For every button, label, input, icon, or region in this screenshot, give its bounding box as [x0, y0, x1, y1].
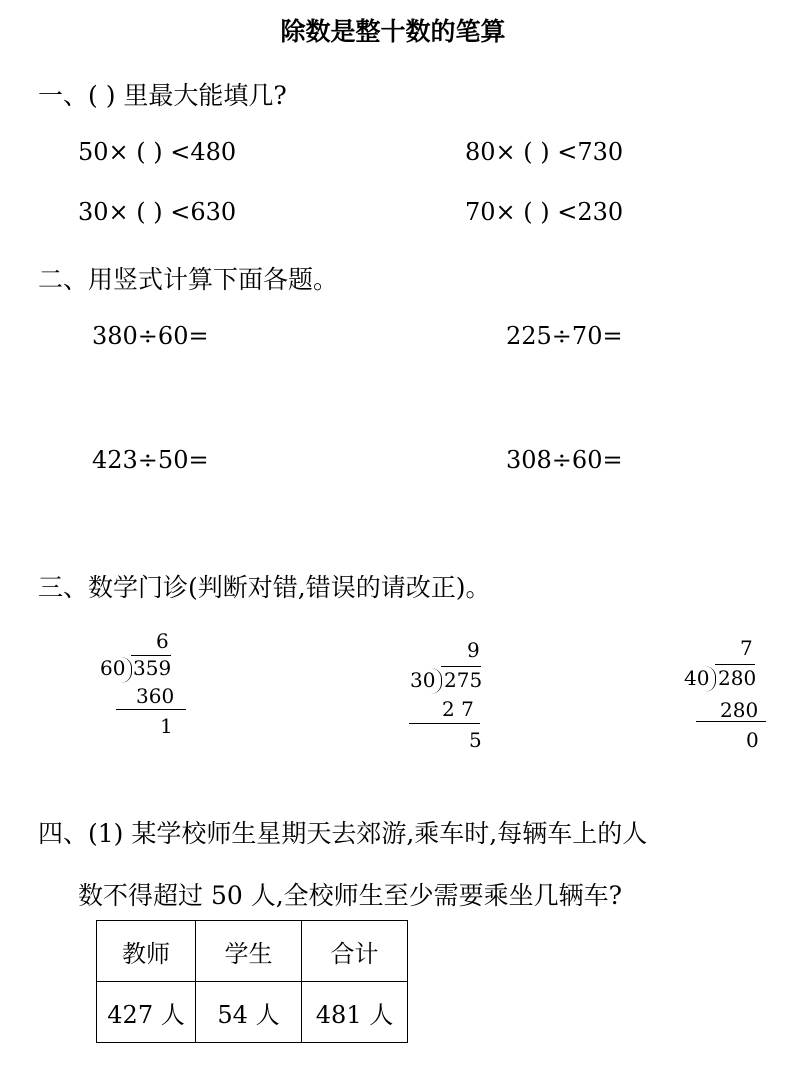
- section-1-heading: 一、( ) 里最大能填几?: [38, 81, 287, 110]
- subtraction-line: [116, 709, 186, 710]
- product: 360: [136, 684, 175, 708]
- quotient: 6: [156, 629, 169, 653]
- fill-item-4: 70× ( ) <230: [465, 198, 624, 226]
- remainder: 5: [469, 728, 482, 752]
- remainder: 1: [160, 714, 173, 738]
- calc-item-3: 423÷50=: [92, 446, 209, 474]
- dividend: 280: [718, 666, 757, 690]
- division-bracket: [121, 657, 132, 683]
- calc-item-1: 380÷60=: [92, 322, 209, 350]
- page-title: 除数是整十数的笔算: [280, 17, 506, 46]
- table-cell-teachers: 427 人: [97, 982, 196, 1043]
- subtraction-line: [696, 721, 766, 722]
- quotient: 9: [467, 638, 480, 662]
- division-bracket: [705, 666, 716, 692]
- divisor: 40: [684, 666, 710, 690]
- fill-item-1: 50× ( ) <480: [78, 138, 237, 166]
- fill-item-3: 30× ( ) <630: [78, 198, 237, 226]
- calc-item-2: 225÷70=: [506, 322, 623, 350]
- table-header-teachers: 教师: [97, 921, 196, 982]
- division-bracket: [431, 668, 442, 694]
- product: 280: [720, 698, 759, 722]
- divisor: 30: [410, 668, 436, 692]
- division-bar: [441, 666, 481, 667]
- product: 2 7: [442, 697, 474, 721]
- section-3-heading: 三、数学门诊(判断对错,错误的请改正)。: [38, 573, 491, 602]
- calc-item-4: 308÷60=: [506, 446, 623, 474]
- table-row: [97, 982, 408, 1043]
- section-4-question-line-1: 四、(1) 某学校师生星期天去郊游,乘车时,每辆车上的人: [38, 819, 648, 848]
- people-count-table: [96, 920, 408, 1043]
- section-2-heading: 二、用竖式计算下面各题。: [38, 265, 339, 294]
- subtraction-line: [409, 723, 480, 724]
- table-header-students: 学生: [196, 921, 302, 982]
- section-4-question-line-2: 数不得超过 50 人,全校师生至少需要乘坐几辆车?: [78, 881, 623, 910]
- quotient: 7: [740, 636, 753, 660]
- fill-item-2: 80× ( ) <730: [465, 138, 624, 166]
- divisor: 60: [100, 656, 126, 680]
- remainder: 0: [746, 728, 759, 752]
- table-header-row: [97, 921, 408, 982]
- dividend: 359: [133, 656, 172, 680]
- division-bar: [715, 664, 755, 665]
- table-cell-students: 54 人: [196, 982, 302, 1043]
- table-cell-total: 481 人: [302, 982, 408, 1043]
- dividend: 275: [444, 668, 483, 692]
- table-header-total: 合计: [302, 921, 408, 982]
